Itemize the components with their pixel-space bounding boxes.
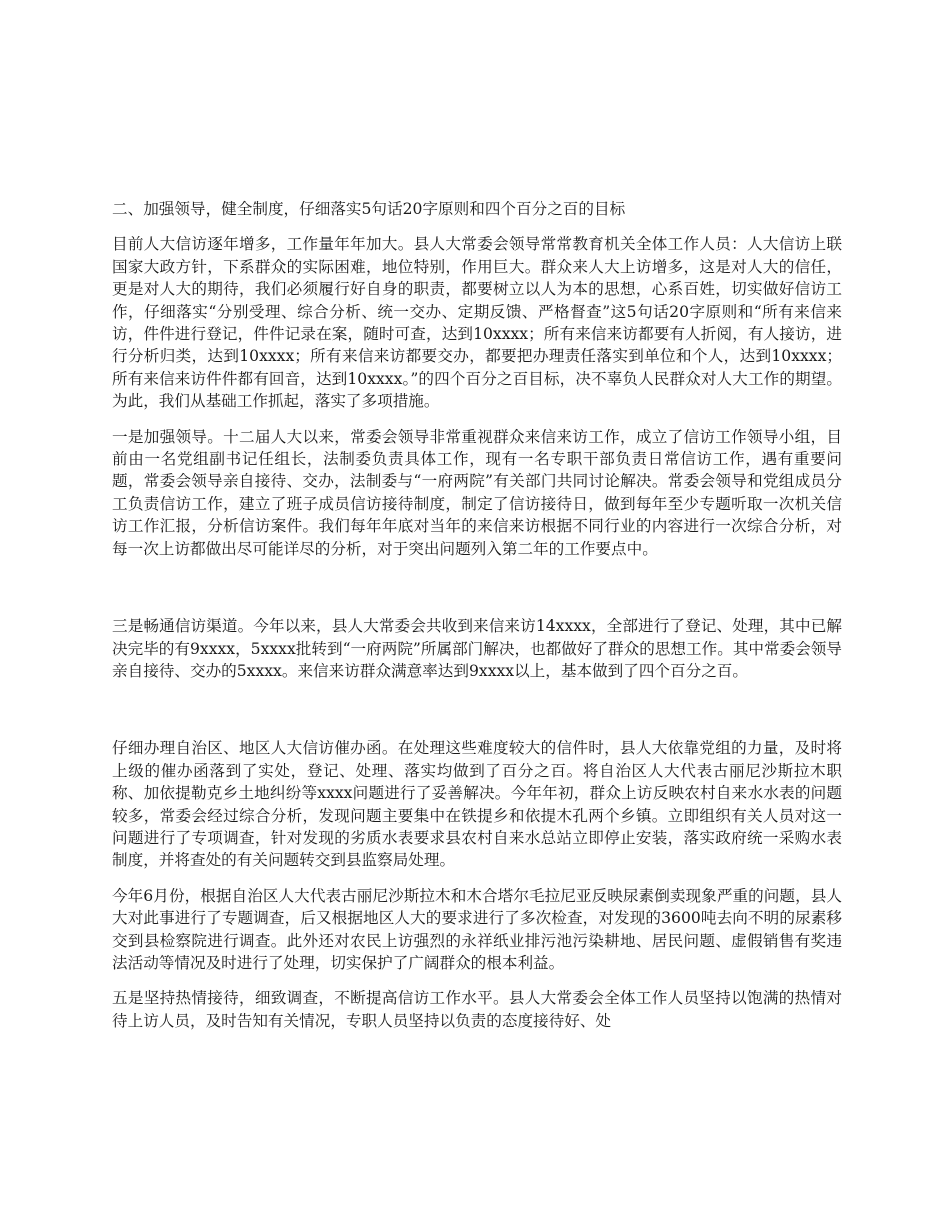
paragraph-intro: 目前人大信访逐年增多，工作量年年加大。县人大常委会领导常常教育机关全体工作人员：人大信访上联国家大政方针，下系群众的实际困难，地位特别，作用巨大。群众来人大上访增多，这是对人大的信任，更是对人大的期待，我们必须履行好自身的职责，都要树立以人为本的思想，心系百姓，切实做好信访工作，仔细落实“分别受理、综合分析、统一交办、定期反馈、严格督查”这5句话20字原则和“所有来信来访，件件进行登记，件件记录在案，随时可查，达到10xxxx；所有来信来访都要有人折阅，有人接访，进行分析归类，达到10xxxx；所有来信来访都要交办，都要把办理责任落实到单位和个人，达到10xxxx；所有来信来访件件都有回音，达到10xxxx。”的四个百分之百目标，决不辜负人民群众对人大工作的期望。为此，我们从基础工作抓起，落实了多项措施。: [112, 235, 842, 411]
paragraph-leadership: 一是加强领导。十二届人大以来，常委会领导非常重视群众来信来访工作，成立了信访工作领导小组，目前由一名党组副书记任组长，法制委负责具体工作，现有一名专职干部负责日常信访工作，遇有重要问题，常委会领导亲自接待、交办，法制委与“一府两院”有关部门共同讨论解决。常委会领导和党组成员分工负责信访工作，建立了班子成员信访接待制度，制定了信访接待日，做到每年至少专题听取一次机关信访工作汇报，分析信访案件。我们每年年底对当年的来信来访根据不同行业的内容进行一次综合分析，对每一次上访都做出尽可能详尽的分析，对于突出问题列入第二年的工作要点中。: [112, 427, 842, 558]
paragraph-june: 今年6月份，根据自治区人大代表古丽尼沙斯拉木和木合塔尔毛拉尼亚反映尿素倒卖现象严重的问题，县人大对此事进行了专题调查，后又根据地区人大的要求进行了多次检查，对发现的3600吨去向不明的尿素移交到县检察院进行调查。此外还对农民上访强烈的永祥纸业排污池污染耕地、居民问题、虚假销售有奖违法活动等情况及时进行了处理，切实保护了广阔群众的根本利益。: [112, 886, 842, 972]
paragraph-channels: 三是畅通信访渠道。今年以来，县人大常委会共收到来信来访14xxxx，全部进行了登记、处理，其中已解决完毕的有9xxxx，5xxxx批转到“一府两院”所属部门解决，也都做好了群众的思想工作。其中常委会领导亲自接待、交办的5xxxx。来信来访群众满意率达到9xxxx以上，基本做到了四个百分之百。: [112, 617, 842, 680]
document-page: [112, 198, 842, 1032]
paragraph-reception: 五是坚持热情接待，细致调查，不断提高信访工作水平。县人大常委会全体工作人员坚持以饱满的热情对待上访人员，及时告知有关情况，专职人员坚持以负责的态度接待好、处: [112, 989, 842, 1030]
section-heading: 二、加强领导，健全制度，仔细落实5句话20字原则和四个百分之百的目标: [112, 200, 626, 218]
paragraph-handling: 仔细办理自治区、地区人大信访催办函。在处理这些难度较大的信件时，县人大依靠党组的力量，及时将上级的催办函落到了实处，登记、处理、落实均做到了百分之百。将自治区人大代表古丽尼沙斯拉木职称、加依提勒克乡土地纠纷等xxxx问题进行了妥善解决。今年年初，群众上访反映农村自来水水表的问题较多，常委会经过综合分析，发现问题主要集中在铁提乡和依提木孔两个乡镇。立即组织有关人员对这一问题进行了专项调查，针对发现的劣质水表要求县农村自来水总站立即停止安装，落实政府统一采购水表制度，并将查处的有关问题转交到县监察局处理。: [112, 739, 842, 870]
